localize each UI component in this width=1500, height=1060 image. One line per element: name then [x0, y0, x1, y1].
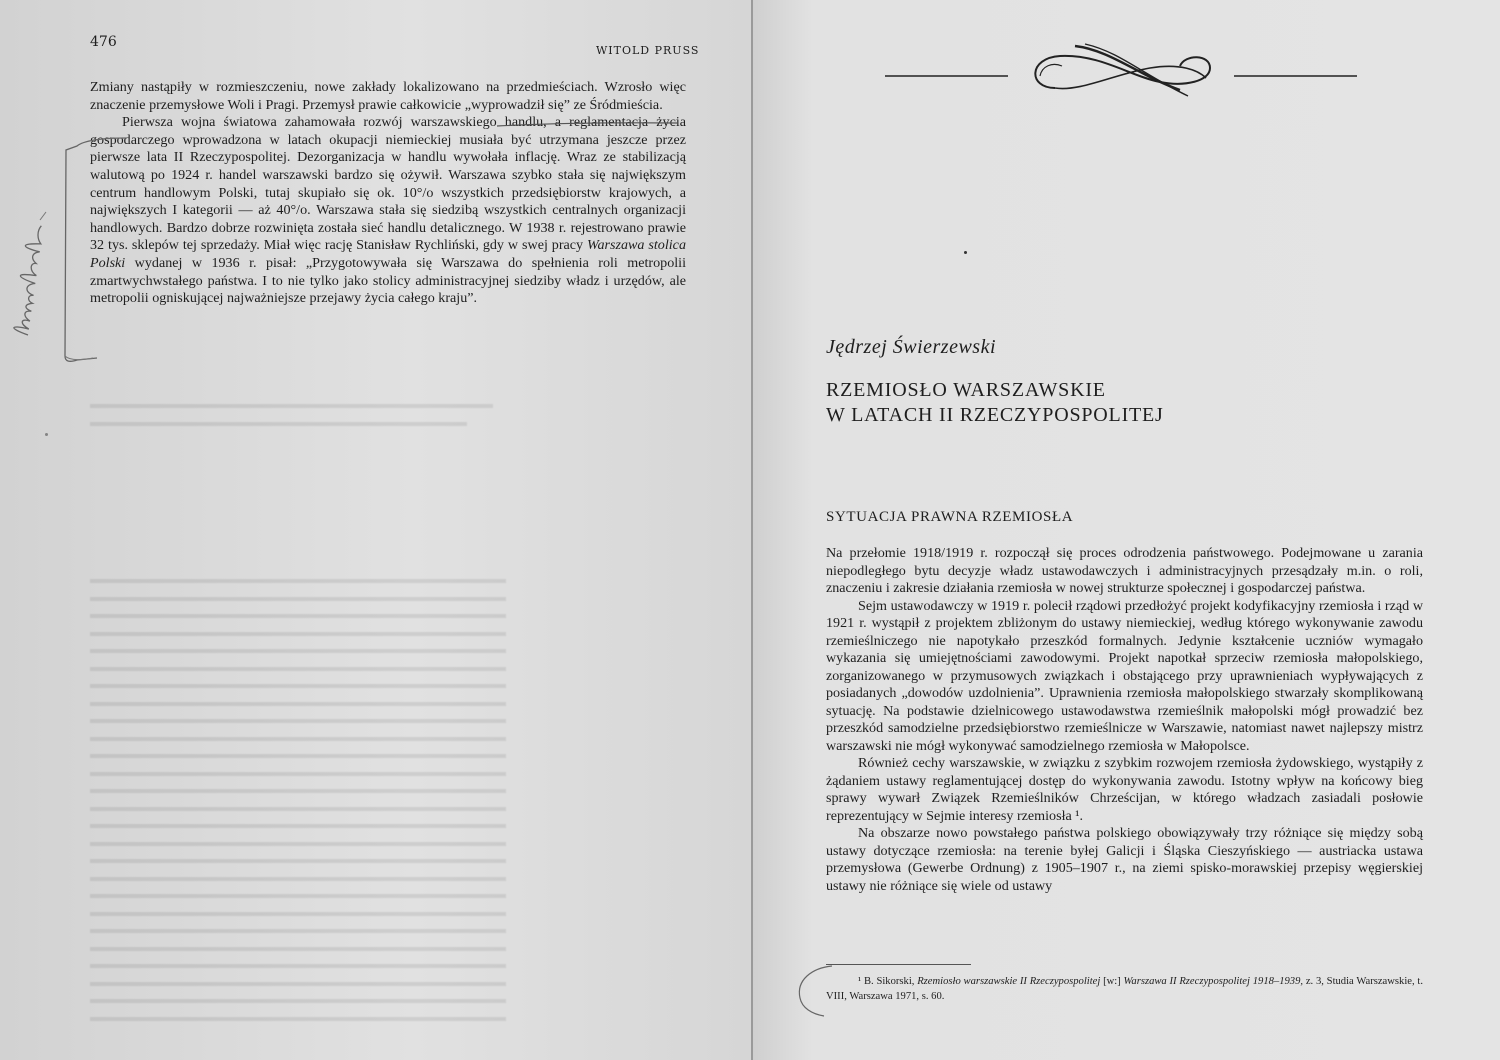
running-head: WITOLD PRUSS: [596, 44, 700, 57]
paragraph: Zmiany nastąpiły w rozmieszczeniu, nowe zakłady lokalizowano na przedmieściach. Wzrosło więc znaczenie przemysłowe Woli i Pragi. Przemysł prawie całkowicie „wyprowadził się” ze Śródmieścia.: [90, 79, 686, 113]
title-line: W LATACH II RZECZYPOSPOLITEJ: [826, 404, 1164, 426]
decorative-flourish-ornament: [880, 36, 1360, 106]
title-line: RZEMIOSŁO WARSZAWSKIE: [826, 379, 1106, 401]
pencil-circle-mark: [790, 960, 850, 1020]
section-heading: SYTUACJA PRAWNA RZEMIOSŁA: [826, 509, 1074, 525]
pencil-bracket-mark: [57, 120, 697, 370]
paragraph: Na przełomie 1918/1919 r. rozpoczął się proces odrodzenia państwowego. Podejmowane u zarania niepodległego bytu decyzje władz ustawodawczych i administracyjnych przesądzały m.in. o roli, znaczeniu i zakresie działania rzemiosła w nowej strukturze społecznej i gospodarczej państwa.: [826, 545, 1423, 596]
right-page: [753, 0, 1500, 1060]
paragraph: Na obszarze nowo powstałego państwa polskiego obowiązywały trzy różniące się między sobą ustawy dotyczące rzemiosła: na terenie byłej Galicji i Śląska Cieszyńskiego — austriacka ustawa przemysłowa (Gewerbe Ordnung) z 1905–1907 r., na ziemi spisko-morawskiej przepisy węgierskiej ustawy nie różniące się wiele od ustawy: [826, 825, 1423, 894]
page-number: 476: [90, 34, 117, 50]
right-body-text: [826, 545, 1423, 895]
book-title: Warszawa stolica Polski: [90, 237, 686, 271]
footnote-author: ¹ B. Sikorski,: [858, 976, 915, 987]
show-through-text: ▬▬▬▬▬▬▬▬▬▬▬▬▬▬▬▬▬▬▬▬▬▬▬▬▬▬▬▬▬▬▬ ▬▬▬▬▬▬▬▬▬▬▬▬▬▬▬▬▬▬▬▬▬▬▬▬▬▬▬▬▬ ▬▬▬▬▬▬▬▬▬▬▬▬▬▬▬▬▬▬▬▬▬▬▬▬▬▬▬▬▬▬▬▬ ▬▬▬▬▬▬▬▬▬▬▬▬▬▬▬▬▬▬▬▬▬▬▬▬▬▬▬▬▬▬▬▬ ▬▬▬▬▬▬▬▬▬▬▬▬▬▬▬▬▬▬▬▬▬▬▬▬▬▬▬▬▬▬▬▬ ▬▬▬▬▬▬▬▬▬▬▬▬▬▬▬▬▬▬▬▬▬▬▬▬▬▬▬▬▬▬▬▬ ▬▬▬▬▬▬▬▬▬▬▬▬▬▬▬▬▬▬▬▬▬▬▬▬▬▬▬▬▬▬▬▬ ▬▬▬▬▬▬▬▬▬▬▬▬▬▬▬▬▬▬▬▬▬▬▬▬▬▬▬▬▬▬▬▬ ▬▬▬▬▬▬▬▬▬▬▬▬▬▬▬▬▬▬▬▬▬▬▬▬▬▬▬▬▬▬▬▬ ▬▬▬▬▬▬▬▬▬▬▬▬▬▬▬▬▬▬▬▬▬▬▬▬▬▬▬▬▬▬▬▬ ▬▬▬▬▬▬▬▬▬▬▬▬▬▬▬▬▬▬▬▬▬▬▬▬▬▬▬▬▬▬▬▬ ▬▬▬▬▬▬▬▬▬▬▬▬▬▬▬▬▬▬▬▬▬▬▬▬▬▬▬▬▬▬▬▬ ▬▬▬▬▬▬▬▬▬▬▬▬▬▬▬▬▬▬▬▬▬▬▬▬▬▬▬▬▬▬▬▬ ▬▬▬▬▬▬▬▬▬▬▬▬▬▬▬▬▬▬▬▬▬▬▬▬▬▬▬▬▬▬▬▬ ▬▬▬▬▬▬▬▬▬▬▬▬▬▬▬▬▬▬▬▬▬▬▬▬▬▬▬▬▬▬▬▬ ▬▬▬▬▬▬▬▬▬▬▬▬▬▬▬▬▬▬▬▬▬▬▬▬▬▬▬▬▬▬▬▬ ▬▬▬▬▬▬▬▬▬▬▬▬▬▬▬▬▬▬▬▬▬▬▬▬▬▬▬▬▬▬▬▬ ▬▬▬▬▬▬▬▬▬▬▬▬▬▬▬▬▬▬▬▬▬▬▬▬▬▬▬▬▬▬▬▬ ▬▬▬▬▬▬▬▬▬▬▬▬▬▬▬▬▬▬▬▬▬▬▬▬▬▬▬▬▬▬▬▬ ▬▬▬▬▬▬▬▬▬▬▬▬▬▬▬▬▬▬▬▬▬▬▬▬▬▬▬▬▬▬▬▬ ▬▬▬▬▬▬▬▬▬▬▬▬▬▬▬▬▬▬▬▬▬▬▬▬▬▬▬▬▬▬▬▬ ▬▬▬▬▬▬▬▬▬▬▬▬▬▬▬▬▬▬▬▬▬▬▬▬▬▬▬▬▬▬▬▬ ▬▬▬▬▬▬▬▬▬▬▬▬▬▬▬▬▬▬▬▬▬▬▬▬▬▬▬▬▬▬▬▬ ▬▬▬▬▬▬▬▬▬▬▬▬▬▬▬▬▬▬▬▬▬▬▬▬▬▬▬▬▬▬▬▬ ▬▬▬▬▬▬▬▬▬▬▬▬▬▬▬▬▬▬▬▬▬▬▬▬▬▬▬▬▬▬▬▬ ▬▬▬▬▬▬▬▬▬▬▬▬▬▬▬▬▬▬▬▬▬▬▬▬▬▬▬▬▬▬▬▬ ▬▬▬▬▬▬▬▬▬▬▬▬▬▬▬▬▬▬▬▬▬▬▬▬▬▬▬▬▬▬▬▬ ▬▬▬▬▬▬▬▬▬▬▬▬▬▬▬▬▬▬▬▬▬▬▬▬▬▬▬▬▬▬▬▬: [90, 396, 506, 1024]
paragraph-text: Pierwsza wojna światowa zahamowała rozwój warszawskiego handlu, a reglamentacja życia gospodarczego wprowadzona w latach okupacji niemieckiej musiała być utrzymana jeszcze przez pierwsze lata II Rzeczypospolitej. Dezorganizacja w handlu wywołała inflację. Wraz ze stabilizacją walutową po 1924 r. handel warszawski bardzo się ożywił. Warszawa szybko stała się największym centrum handlowym Polski, tutaj skupiało się ok. 10°/o wszystkich przedsiębiorstw krajowych, a największych I kategorii — aż 40°/o. Warszawa stała się siedzibą wszystkich centralnych organizacji handlowych. Bardzo dobrze rozwinięta została sieć handlu detalicznego. W 1938 r. rejestrowano prawie 32 tys. sklepów tej sprzedaży. Miał więc rację Stanisław Rychliński, gdy w swej pracy: [90, 114, 686, 254]
footnote-in: [w:]: [1103, 976, 1121, 987]
stray-mark: [964, 251, 967, 254]
paragraph: Sejm ustawodawczy w 1919 r. polecił rządowi przedłożyć projekt kodyfikacyjny rzemiosła i rząd w 1921 r. wystąpił z projektem zbliżonym do ustawy niemieckiej, według którego wykonywanie zawodu rzemieślniczego nie napotykało przeszkód formalnych. Jedynie kształcenie uczniów wymagało wykazania się umiejętnościami zawodowymi. Projekt napotkał sprzeciw rzemiosła małopolskiego, zorganizowanego w przymusowych związkach i obstającego przy uprawnieniach wypływających z posiadanych „dowodów uzdolnienia”. Uprawnienia rzemiosła małopolskiego stwarzały skomplikowaną sytuację. Na podstawie dzielnicowego ustawodawstwa rzemieślnik małopolski mógł prowadzić bez przeszkód samodzielne przedsiębiorstwo rzemieślnicze w Warszawie, natomiast nawet najlepszy mistrz warszawski nie mógł wykonywać samodzielnego rzemiosła w Małopolsce.: [826, 597, 1423, 754]
footnote: [826, 974, 1423, 1004]
footnote-collection-title: Warszawa II Rzeczypospolitej 1918–1939,: [1123, 976, 1304, 987]
footnote-work-title: Rzemiosło warszawskie II Rzeczypospolitej: [917, 976, 1101, 987]
author-name: Jędrzej Świerzewski: [826, 336, 997, 358]
paragraph: Również cechy warszawskie, w związku z szybkim rozwojem rzemiosła żydowskiego, wystąpiły z żądaniem ustawy reglamentującej dostęp do wykonywania zawodu. Istotny wpływ na końcowy bieg sprawy wywarł Związek Rzemieślników Chrześcijan, w którego władzach zasiadali posłowie reprezentujący w Sejmie interesy rzemiosła ¹.: [826, 755, 1423, 824]
chapter-title: [826, 378, 1164, 428]
paragraph-text: wydanej w 1936 r. pisał: „Przygotowywała się Warszawa do spełnienia roli metropolii zmartwychwstałego państwa. I to nie tylko jako stolicy administracyjnej siedziby władz i urzędów, ale metropolii ogniskującej najważniejsze przejawy życia całego kraju”.: [90, 254, 686, 307]
footnote-publication: z. 3, Studia Warszawskie, t. VIII, Warszawa 1971, s. 60.: [826, 976, 1423, 1002]
handwritten-margin-note: [0, 190, 48, 340]
stray-mark: [45, 433, 48, 436]
